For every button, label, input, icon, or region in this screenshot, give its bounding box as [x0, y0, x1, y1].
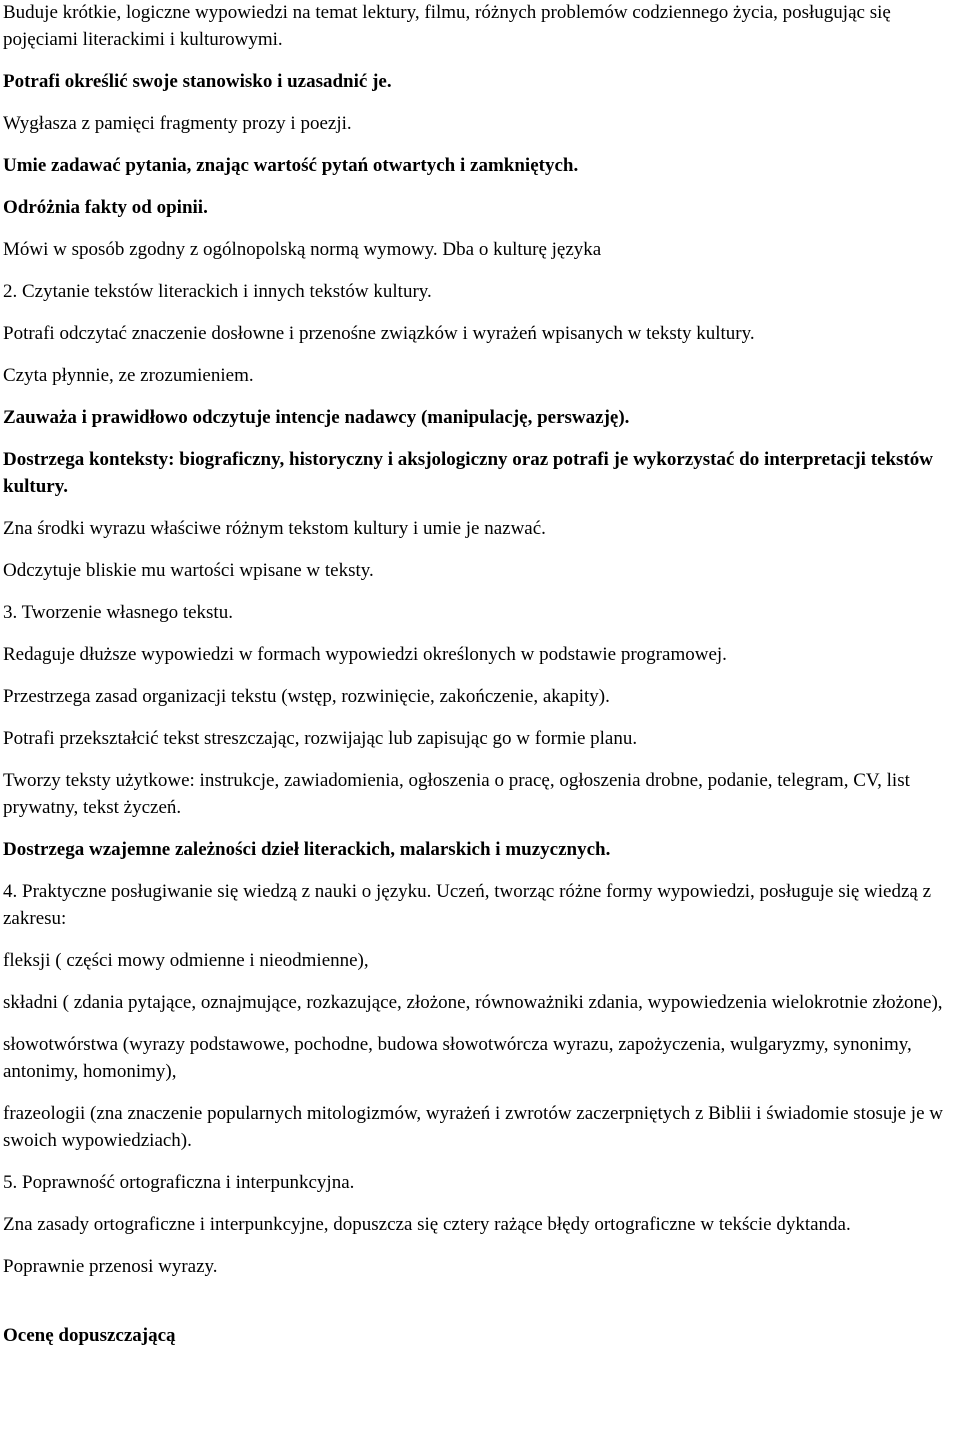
paragraph: Czyta płynnie, ze zrozumieniem. [3, 365, 254, 386]
paragraph: Potrafi przekształcić tekst streszczając, rozwijając lub zapisując go w formie planu. [3, 728, 638, 749]
paragraph: Przestrzega zasad organizacji tekstu (wstęp, rozwinięcie, zakończenie, akapity). [3, 686, 610, 707]
paragraph: Odczytuje bliskie mu wartości wpisane w teksty. [3, 560, 374, 581]
paragraph: Zauważa i prawidłowo odczytuje intencje nadawcy (manipulację, perswazję). [3, 407, 630, 428]
paragraph: Mówi w sposób zgodny z ogólnopolską normą wymowy. Dba o kulturę języka [3, 239, 602, 260]
paragraph: Zna środki wyrazu właściwe różnym tekstom kultury i umie je nazwać. [3, 518, 546, 539]
section-heading: 2. Czytanie tekstów literackich i innych tekstów kultury. [3, 281, 432, 302]
section-heading: 4. Praktyczne posługiwanie się wiedzą z nauki o języku. Uczeń, tworząc różne formy wypowiedzi, posługuje się wiedzą z zakresu: [3, 881, 932, 929]
paragraph: słowotwórstwa (wyrazy podstawowe, pochodne, budowa słowotwórcza wyrazu, zapożyczenia, wulgaryzmy, synonimy, antonimy, homonimy), [3, 1034, 912, 1082]
paragraph: Tworzy teksty użytkowe: instrukcje, zawiadomienia, ogłoszenia o pracę, ogłoszenia drobne, podanie, telegram, CV, list prywatny, tekst życzeń. [3, 770, 910, 818]
paragraph: składni ( zdania pytające, oznajmujące, rozkazujące, złożone, równoważniki zdania, wypowiedzenia wielokrotnie złożone), [3, 992, 943, 1013]
paragraph: Dostrzega konteksty: biograficzny, historyczny i aksjologiczny oraz potrafi je wykorzystać do interpretacji tekstów kultury. [3, 449, 933, 497]
paragraph: Buduje krótkie, logiczne wypowiedzi na temat lektury, filmu, różnych problemów codziennego życia, posługując się pojęciami literackimi i kulturowymi. [3, 2, 891, 50]
paragraph: Redaguje dłuższe wypowiedzi w formach wypowiedzi określonych w podstawie programowej. [3, 644, 727, 665]
paragraph: Zna zasady ortograficzne i interpunkcyjne, dopuszcza się cztery rażące błędy ortograficzne w tekście dyktanda. [3, 1214, 851, 1235]
paragraph: Poprawnie przenosi wyrazy. [3, 1256, 218, 1277]
section-heading: 5. Poprawność ortograficzna i interpunkcyjna. [3, 1172, 355, 1193]
section-heading: 3. Tworzenie własnego tekstu. [3, 602, 233, 623]
paragraph: Umie zadawać pytania, znając wartość pytań otwartych i zamkniętych. [3, 155, 579, 176]
grade-heading: Ocenę dopuszczającą [3, 1325, 176, 1346]
paragraph: fleksji ( części mowy odmienne i nieodmienne), [3, 950, 369, 971]
paragraph: Odróżnia fakty od opinii. [3, 197, 208, 218]
paragraph: Potrafi określić swoje stanowisko i uzasadnić je. [3, 71, 392, 92]
paragraph: Dostrzega wzajemne zależności dzieł literackich, malarskich i muzycznych. [3, 839, 611, 860]
paragraph: frazeologii (zna znaczenie popularnych mitologizmów, wyrażeń i zwrotów zaczerpniętych z Biblii i świadomie stosuje je w swoich wypowiedziach). [3, 1103, 943, 1151]
paragraph: Wygłasza z pamięci fragmenty prozy i poezji. [3, 113, 352, 134]
paragraph: Potrafi odczytać znaczenie dosłowne i przenośne związków i wyrażeń wpisanych w teksty kultury. [3, 323, 755, 344]
document-body [3, 0, 958, 1364]
